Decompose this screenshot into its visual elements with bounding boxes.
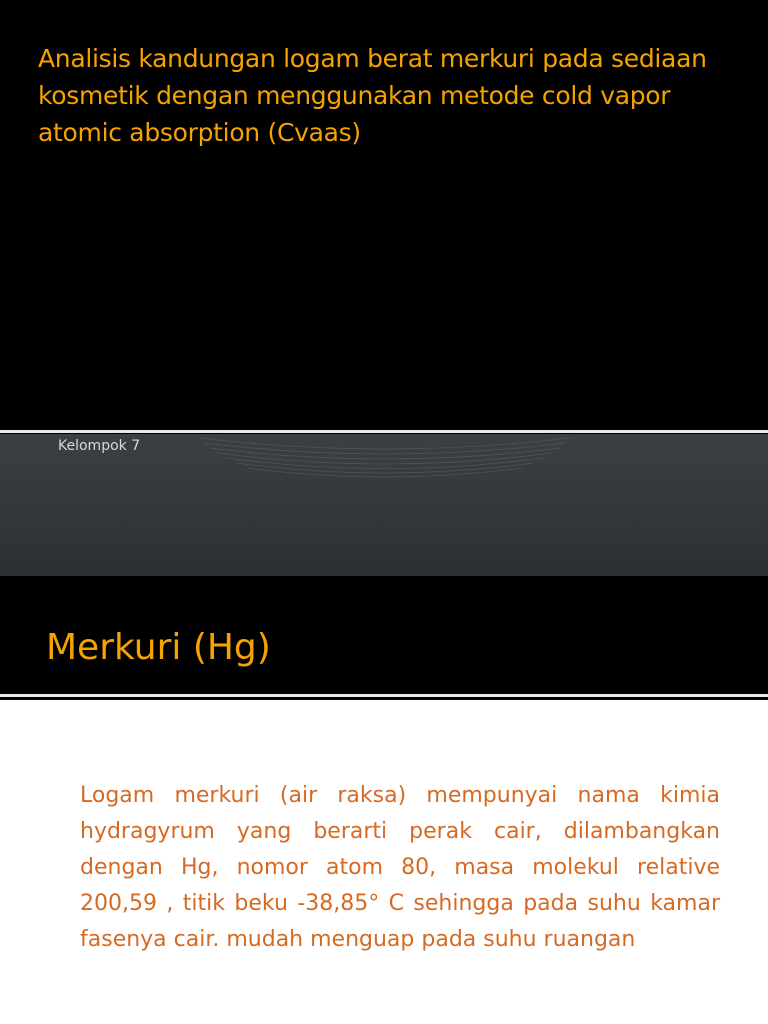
slide-2-header <box>0 576 768 694</box>
slide-1-title: Analisis kandungan logam berat merkuri pada sediaan kosmetik dengan menggunakan metode cold vapor atomic absorption (Cvaas) <box>38 44 707 147</box>
slide-2 <box>0 576 768 1024</box>
divider-line <box>0 430 768 433</box>
subtitle-band <box>0 434 768 576</box>
subtitle: Kelompok 7 <box>58 438 141 454</box>
divider-line <box>0 694 768 697</box>
slide-2-title: Merkuri (Hg) <box>46 627 271 668</box>
slide-2-body <box>0 700 768 1024</box>
slide-2-text: Logam merkuri (air raksa) mempunyai nama kimia hydragyrum yang berarti perak cair, dilambangkan dengan Hg, nomor atom 80, masa molekul relative 200,59 , titik beku -38,85° C sehingga pada suhu kamar fasenya cair. mudah menguap pada suhu ruangan <box>80 783 720 952</box>
